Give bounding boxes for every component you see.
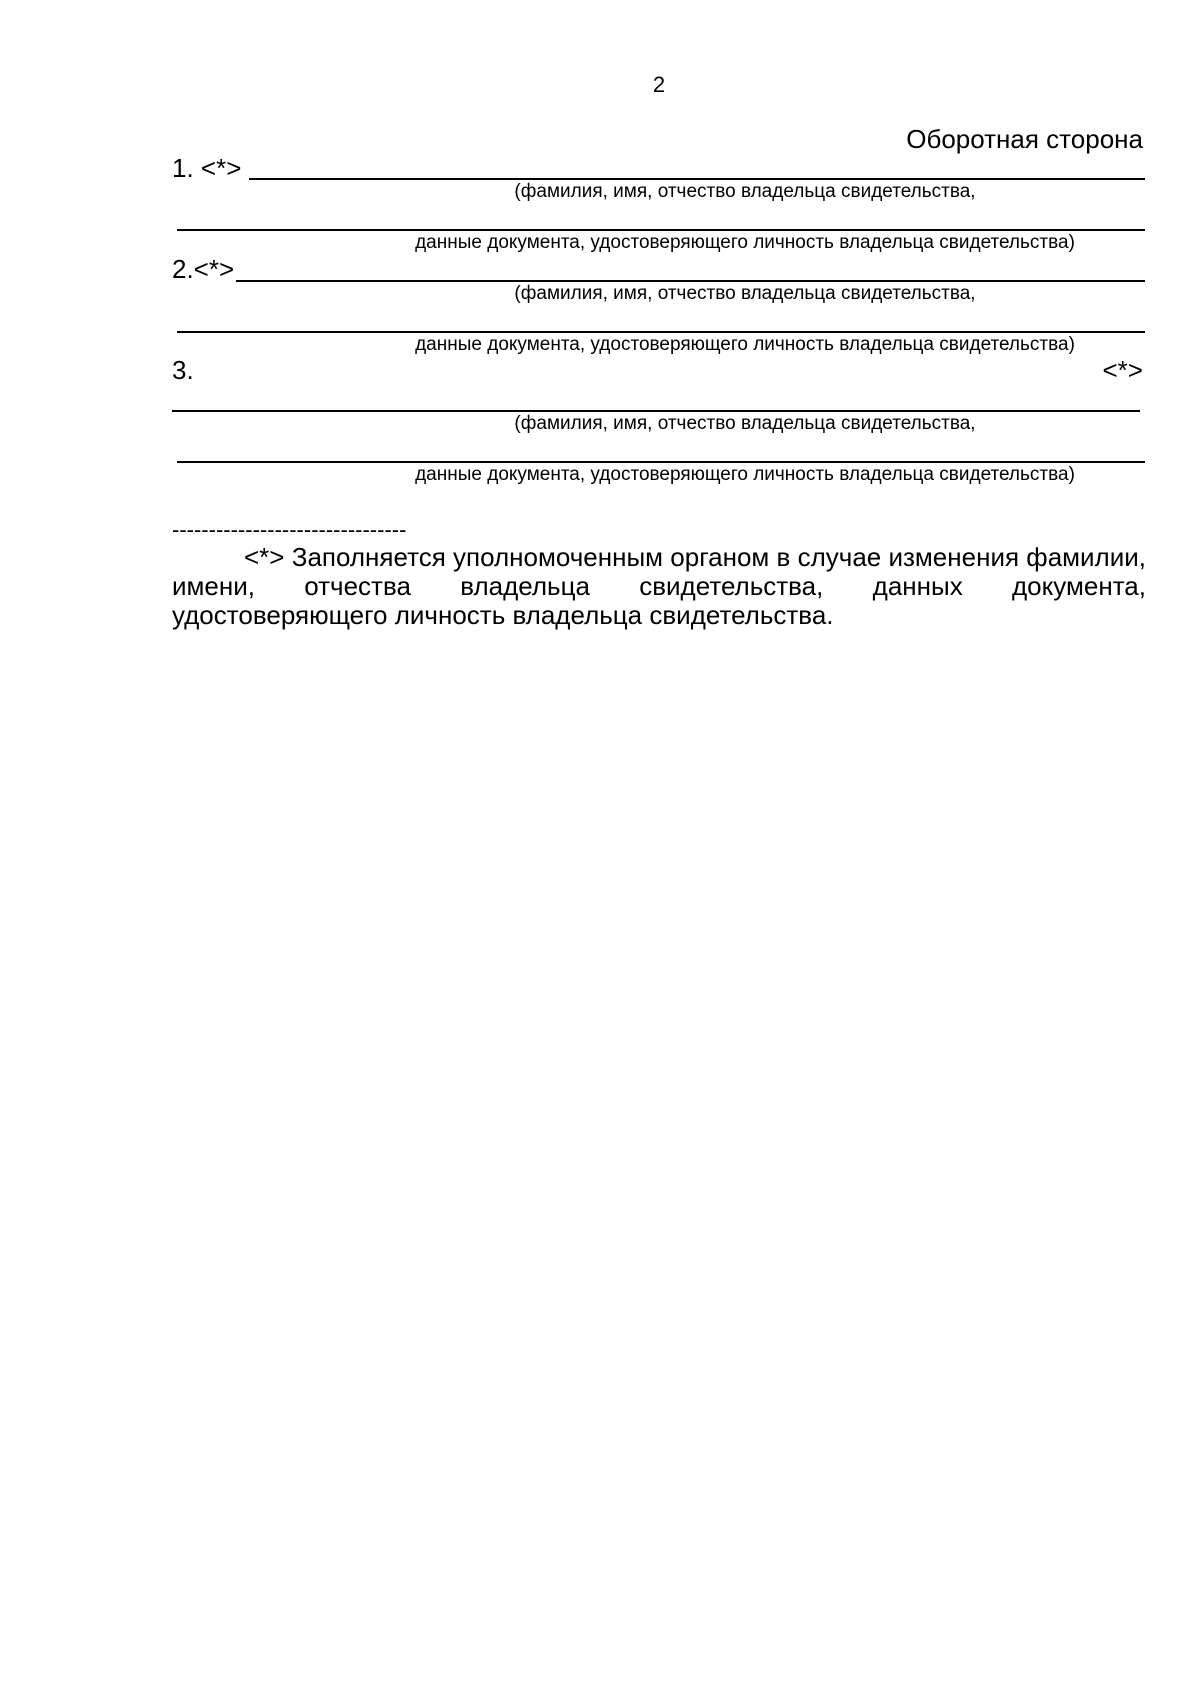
entry-2-prefix: 2.<*> [172,254,235,284]
footnote-separator: -------------------------------- [172,517,407,542]
footnote-text: <*> Заполняется уполномоченным органом в случае изменения фамилии, имени, отчества владельца свидетельства, данных документа, удостоверяющего личность владельца свидетельства. [172,542,1146,630]
page-number: 2 [652,72,666,97]
entry-1-name-line [249,178,1145,180]
entry-1-document-caption: данные документа, удостоверяющего личность владельца свидетельства) [415,232,1075,253]
entry-3-name-caption: (фамилия, имя, отчество владельца свидетельства, [514,413,976,434]
entry-3-prefix: 3. [172,355,194,385]
entry-2-name-caption: (фамилия, имя, отчество владельца свидетельства, [514,283,976,304]
side-title: Оборотная сторона [906,124,1143,154]
entry-1-document-line [177,229,1145,231]
entry-3-document-line [177,461,1145,463]
entry-2-document-line [177,331,1145,333]
entry-3-suffix: <*> [1102,355,1143,385]
entry-1-prefix: 1. <*> [172,153,242,183]
entry-2-document-caption: данные документа, удостоверяющего личность владельца свидетельства) [415,334,1075,355]
entry-2-name-line [236,280,1145,282]
entry-1-name-caption: (фамилия, имя, отчество владельца свидетельства, [514,181,976,202]
entry-3-name-line [172,410,1140,412]
entry-3-document-caption: данные документа, удостоверяющего личность владельца свидетельства) [415,464,1075,485]
